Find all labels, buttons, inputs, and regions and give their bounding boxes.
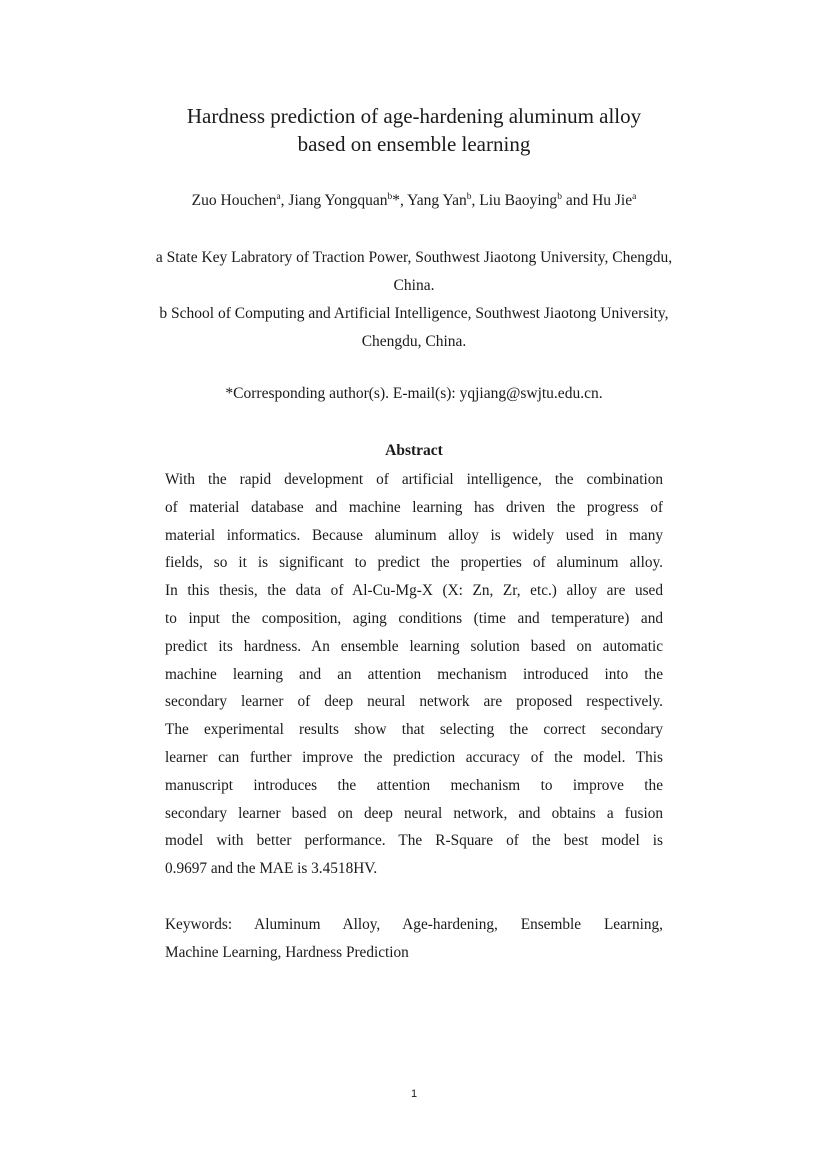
author-name: Hu Jie (592, 192, 633, 209)
abstract-line: fields, so it is significant to predict the properties of aluminum alloy. (165, 554, 663, 572)
keywords-line: Keywords: Aluminum Alloy, Age-hardening, Ensemble Learning, (165, 916, 663, 933)
author-name: Zuo Houchen (191, 192, 277, 209)
abstract-line: machine learning and an attention mechanism introduced into the (165, 665, 663, 683)
author-name: Jiang Yongquan (288, 192, 388, 209)
paper-title-line-2: based on ensemble learning (297, 132, 531, 156)
abstract-line: manuscript introduces the attention mechanism to improve the (165, 776, 663, 794)
abstract-line: 0.9697 and the MAE is 3.4518HV. (165, 860, 378, 878)
abstract-heading: Abstract (385, 442, 443, 459)
author-name: Yang Yan (407, 192, 467, 209)
affiliation-line: b School of Computing and Artificial Intelligence, Southwest Jiaotong University, (159, 305, 669, 322)
keywords-line: Machine Learning, Hardness Prediction (165, 943, 409, 961)
abstract-line: secondary learner based on deep neural network, and obtains a fusion (165, 804, 663, 822)
abstract-line: of material database and machine learning has driven the progress of (165, 498, 663, 516)
author-separator: and (561, 192, 593, 209)
paper-title-line-1: Hardness prediction of age-hardening aluminum alloy (186, 104, 642, 128)
abstract-body (165, 466, 663, 883)
author-separator: , (399, 192, 408, 209)
author-affiliation-mark: a (632, 192, 637, 202)
keywords (165, 911, 663, 967)
abstract-line: secondary learner of deep neural network are proposed respectively. (165, 693, 663, 711)
author-affiliation-mark: a (276, 192, 281, 202)
affiliations (0, 244, 828, 356)
abstract-line: In this thesis, the data of Al-Cu-Mg-X (X: Zn, Zr, etc.) alloy are used (165, 582, 663, 600)
abstract-line: learner can further improve the prediction accuracy of the model. This (165, 748, 663, 766)
author-list (0, 191, 828, 211)
page-number: 1 (410, 1088, 418, 1100)
abstract-line: With the rapid development of artificial intelligence, the combination (165, 471, 663, 488)
paper-title (0, 102, 828, 158)
affiliation-line: China. (393, 277, 435, 294)
abstract-line: to input the composition, aging conditions (time and temperature) and (165, 609, 663, 627)
affiliation-line: a State Key Labratory of Traction Power, Southwest Jiaotong University, Chengdu, (155, 249, 673, 266)
author-affiliation-mark: b (466, 192, 472, 202)
abstract-line: The experimental results show that selecting the correct secondary (165, 721, 663, 739)
author-separator: , (280, 192, 289, 209)
author-affiliation-mark: b (557, 192, 562, 202)
affiliation-line: Chengdu, China. (361, 333, 467, 350)
author-separator: , (471, 192, 480, 209)
abstract-line: material informatics. Because aluminum alloy is widely used in many (165, 526, 663, 544)
author-name: Liu Baoying (479, 192, 558, 209)
corresponding-author: *Corresponding author(s). E-mail(s): yqjiang@swjtu.edu.cn. (225, 385, 603, 402)
abstract-line: predict its hardness. An ensemble learning solution based on automatic (165, 637, 663, 655)
abstract-line: model with better performance. The R-Square of the best model is (165, 832, 663, 850)
corresponding-mark: * (392, 192, 400, 209)
author-affiliation-mark: b (387, 192, 393, 202)
